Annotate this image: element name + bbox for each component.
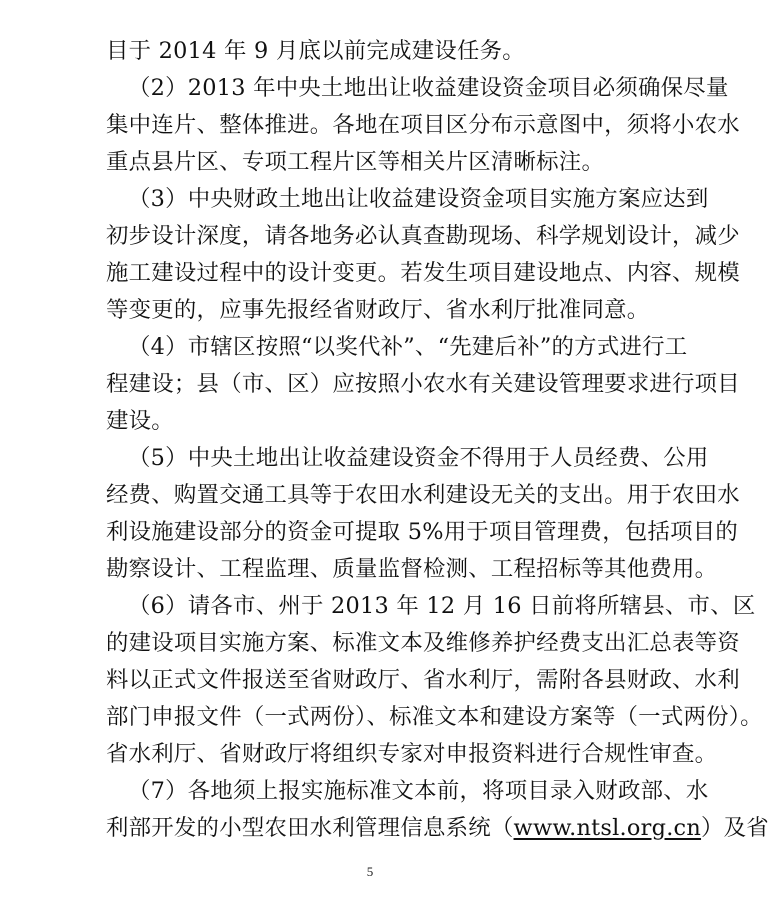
paragraph-3-line-2: 初步设计深度，请各地务必认真查勘现场、科学规划设计，减少 (106, 223, 740, 249)
page-number: 5 (366, 864, 374, 879)
paragraph-7-text-before-link: 利部开发的小型农田水利管理信息系统（ (106, 815, 514, 841)
paragraph-4-line-2: 程建设；县（市、区）应按照小农水有关建设管理要求进行项目 (106, 371, 740, 397)
paragraph-5-line-3: 利设施建设部分的资金可提取 5%用于项目管理费，包括项目的 (106, 519, 739, 545)
paragraph-6-line-4: 部门申报文件（一式两份）、标准文本和建设方案等（一式两份）。 (106, 704, 763, 730)
paragraph-6-line-5: 省水利厅、省财政厅将组织专家对申报资料进行合规性审查。 (106, 741, 718, 767)
paragraph-7-text-after-link: ）及省 (701, 815, 769, 841)
paragraph-7-line-2 (106, 810, 769, 847)
paragraph-6-line-3: 料以正式文件报送至省财政厅、省水利厅，需附各县财政、水利 (106, 667, 740, 693)
paragraph-3-line-3: 施工建设过程中的设计变更。若发生项目建设地点、内容、规模 (106, 260, 740, 286)
paragraph-4-line-1: （4）市辖区按照“以奖代补”、“先建后补”的方式进行工 (128, 334, 688, 360)
paragraph-2-line-2: 集中连片、整体推进。各地在项目区分布示意图中，须将小农水 (106, 112, 740, 138)
website-link[interactable]: www.ntsl.org.cn (513, 815, 702, 841)
paragraph-5-line-4: 勘察设计、工程监理、质量监督检测、工程招标等其他费用。 (106, 556, 718, 582)
paragraph-5-line-2: 经费、购置交通工具等于农田水利建设无关的支出。用于农田水 (106, 482, 740, 508)
document-body (106, 33, 769, 847)
paragraph-3-line-1: （3）中央财政土地出让收益建设资金项目实施方案应达到 (128, 186, 709, 212)
paragraph-4-line-3: 建设。 (106, 408, 174, 434)
paragraph-2-line-3: 重点县片区、专项工程片区等相关片区清晰标注。 (106, 149, 605, 175)
paragraph-5-line-1: （5）中央土地出让收益建设资金不得用于人员经费、公用 (128, 445, 709, 471)
paragraph-6-line-1: （6）请各市、州于 2013 年 12 月 16 日前将所辖县、市、区 (128, 593, 756, 619)
paragraph-6-line-2: 的建设项目实施方案、标准文本及维修养护经费支出汇总表等资 (106, 630, 740, 656)
paragraph-3-line-4: 等变更的，应事先报经省财政厅、省水利厅批准同意。 (106, 297, 650, 323)
paragraph-2-line-1: （2）2013 年中央土地出让收益建设资金项目必须确保尽量 (128, 75, 729, 101)
paragraph-7-line-1: （7）各地须上报实施标准文本前，将项目录入财政部、水 (128, 778, 709, 804)
paragraph-1-line-1: 目于 2014 年 9 月底以前完成建设任务。 (106, 38, 525, 64)
